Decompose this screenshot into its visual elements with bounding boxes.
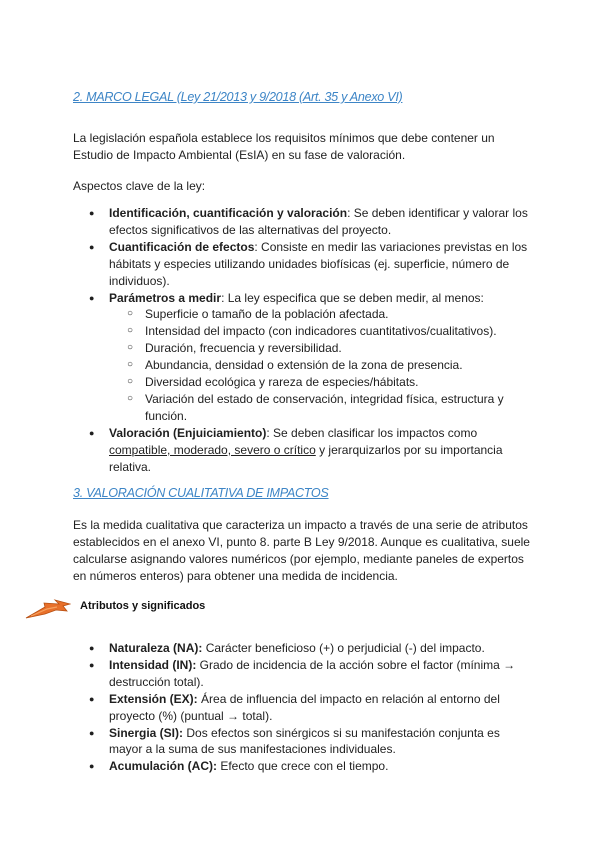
impact-categories-underlined: compatible, moderado, severo o crítico [109,442,316,457]
attribute-text: Dos efectos son sinérgicos si su manifestación conjunta es mayor a la suma de sus manifestaciones individuales. [109,725,500,757]
attribute-text: Carácter beneficioso (+) o perjudicial (-) del impacto. [202,641,485,655]
orange-pointer-arrow-icon [25,598,71,622]
item-text: y jerarquizarlos por su importancia relativa. [109,442,503,474]
aspects-label: Aspectos clave de la ley: [73,179,206,193]
sub-list-item: ○ Duración, frecuencia y reversibilidad. [109,340,533,357]
list-item [73,205,533,239]
attribute-term: Intensidad (IN): [109,657,197,672]
item-term: Valoración (Enjuiciamiento) [109,425,267,440]
list-item [73,290,533,425]
item-text: : Se deben identificar y valorar los efectos significativos de las alternativas del proyecto. [109,206,528,237]
sub-list-item: ○ Abundancia, densidad o extensión de la zona de presencia. [109,357,533,374]
parameters-sublist [109,306,533,424]
sub-list-item: ○ Intensidad del impacto (con indicadores cuantitativos/cualitativos). [109,323,533,340]
section-2-intro: La legislación española establece los requisitos mínimos que debe contener un Estudio de Impacto Ambiental (EsIA) en su fase de valoración. [73,131,495,162]
attribute-text: Área de influencia del impacto en relación al entorno del proyecto (%) (puntual → total). [109,691,500,723]
sub-list-item: ○ Variación del estado de conservación, integridad física, estructura y función. [109,391,533,425]
item-text: : La ley especifica que se deben medir, al menos: [221,290,484,305]
attribute-text: Grado de incidencia de la acción sobre el factor (mínima → destrucción total). [109,657,516,689]
section-3-intro: Es la medida cualitativa que caracteriza un impacto a través de una serie de atributos establecidos en el anexo VI, punto 8. parte B Ley 9/2018. Aunque es cualitativa, suele calcularse asignando valores numéricos (por ejemplo, mediante paneles de expertos en números enteros) para obtener una medida de incidencia. [73,518,530,583]
legal-aspects-list [73,205,533,476]
list-item [73,239,533,290]
list-item [73,640,533,657]
list-item [73,425,533,476]
item-term: Identificación, cuantificación y valoración [109,206,348,220]
attribute-text: Efecto que crece con el tiempo. [217,759,389,774]
item-term: Cuantificación de efectos [109,239,255,254]
attribute-term: Naturaleza (NA): [109,641,203,655]
item-term: Parámetros a medir [109,290,222,305]
list-item [73,758,533,775]
attribute-term: Extensión (EX): [109,691,198,706]
list-item [73,657,533,691]
item-text: : Consiste en medir las variaciones previstas en los hábitats y especies utilizando unidades biofísicas (ej. superficie, número de individuos). [109,239,528,288]
list-item [73,725,533,759]
list-item [73,691,533,725]
attribute-term: Acumulación (AC): [109,759,217,774]
section-3-heading: 3. VALORACIÓN CUALITATIVA DE IMPACTOS [73,486,329,500]
sub-list-item: ○ Diversidad ecológica y rareza de especies/hábitats. [109,374,533,391]
sub-list-item: ○ Superficie o tamaño de la población afectada. [109,306,533,323]
attribute-term: Sinergia (SI): [109,725,184,740]
section-2-heading: 2. MARCO LEGAL (Ley 21/2013 y 9/2018 (Art. 35 y Anexo VI) [73,90,403,104]
item-text: : Se deben clasificar los impactos como [266,425,478,440]
attributes-title: Atributos y significados [80,600,206,612]
attributes-list [73,640,533,775]
